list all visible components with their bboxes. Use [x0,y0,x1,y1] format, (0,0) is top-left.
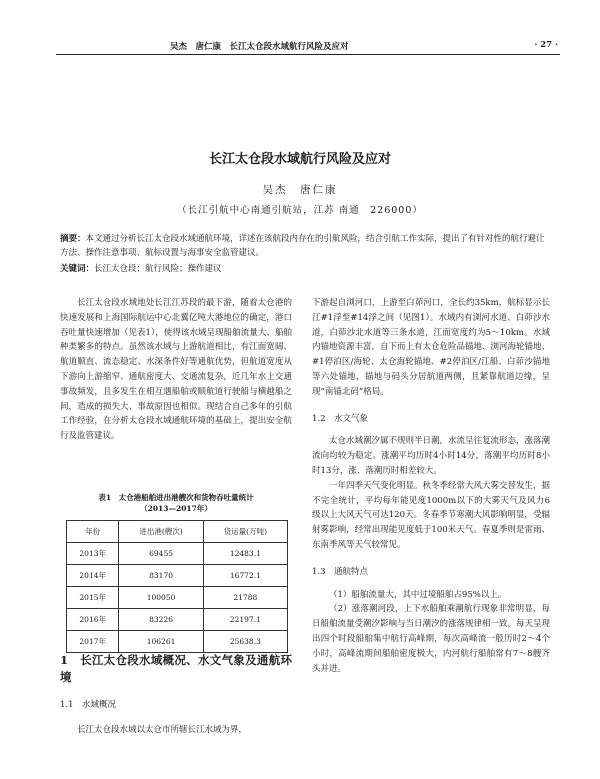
table-row [67,565,288,587]
table-cell: 69455 [119,543,203,565]
page-number: · 27 · [534,40,558,50]
left-column-intro [60,296,292,444]
table-cell: 12483.1 [203,543,287,565]
continued-paragraph: 下游起自浏河口，上游至白茆河口，全长约35km，航标显示长江#1浮至#14浮之间（见图1）。水域内有浏河水道、白茆沙水道，白茆沙北水道等三条水道，江面宽度约为5～10km。水域内锚地资源丰富，自下而上有太仓危险品锚地、浏河海轮锚地、#1停泊区/海轮、太仓海轮锚地、#2停泊区/江船、白茆沙锚地等六处锚地，锚地与码头分居航道两侧，且紧靠航道边缘，呈现“南锚北码”格局。 [312,298,551,397]
section1-heading: 1 长江太仓段水域概况、水文气象及通航环境 [60,653,292,684]
keywords [60,262,548,276]
article-authors: 吴杰 唐仁康 [262,184,338,196]
article-title: 长江太仓段水域航行风险及应对 [208,152,391,167]
section11-heading: 1.1 水域概况 [60,700,117,710]
section13-item2: （2）涨落潮河段，上下水船舶乘潮航行现象非常明显，每日船舶流量受潮汐影响与当日潮汐的涨落规律相一致，每天呈现出四个时段船舶集中航行高峰期，每次高峰流一般历时2～4个小时，高峰流期间船舶密度极大，内河航行船舶常有7～8艘齐头并进。 [312,604,551,674]
section13-heading: 1.3 通航特点 [312,566,369,577]
table-cell: 2017年 [67,631,119,653]
section12-paragraph2: 一年四季天气变化明显。秋冬季经常大风大雾交替发生，据不完全统计，平均每年能见度1000m以下的大雾天气及风力6级以上大风天气可达120天。冬春季节寒潮大风影响明显，受辐射雾影响，经常出现能见度低于100米天气。春夏季则是雷雨、东南季风等天气较常见。 [312,480,551,550]
table-cell: 2016年 [67,609,119,631]
table-cell: 2013年 [67,543,119,565]
table-cell: 2014年 [67,565,119,587]
table-caption-line1: 表1 太仓港船舶进出港艘次和货物吞吐量统计 [98,493,254,502]
table-row [67,587,288,609]
table-header-year: 年份 [67,521,119,543]
table-cell: 21788 [203,587,287,609]
table-header-ship-calls: 进出港(艘次) [119,521,203,543]
port-statistics-table [66,520,288,653]
table-cell: 2015年 [67,587,119,609]
table-cell: 106261 [119,631,203,653]
table-header-cargo: 货运量(万吨) [203,521,287,543]
table-cell: 83226 [119,609,203,631]
table-row [67,543,288,565]
table-header-row [67,521,288,543]
table-caption [60,492,292,514]
abstract-label: 摘要： [60,234,86,244]
article-affiliation: （长江引航中心南通引航站，江苏 南通 226000） [177,205,423,216]
table-caption-line2: （2013—2017年） [140,504,212,513]
intro-paragraph: 长江太仓段水域地处长江江苏段的最下游，随着太仓港的快速发展和上海国际航运中心北翼亿吨大港地位的确定，港口吞吐量快速增加（见表1），使得该水域呈现船舶流量大、船舶种类繁多的特点。虽然该水域与上游航道相比，有江面宽阔、航道顺直、流态稳定、水深条件好等通航优势，但航道宽度从下游向上游缩窄、通航密度大、交通流复杂，近几年水上交通事故频发，且多发生在相互遇船舶或顺航道行驶船与横越船之间，造成的损失大、事故原因也相似。现结合自己多年的引航工作经验，在分析太仓段水域通航环境的基础上，提出安全航行及监管建议。 [60,298,292,442]
abstract-text: 本文通过分析长江太仓段水域通航环境，详述在该航段内存在的引航风险，结合引航工作实际，提出了有针对性的航行避让方法、操作注意事项、航标设置与海事安全监管建议。 [60,234,545,258]
section13-item1: （1）船舶流量大，其中过境船舶占95%以上。 [329,589,507,600]
header-rule [56,54,560,55]
right-column [312,296,550,676]
keywords-text: 长江太仓段；航行风险；操作建议 [94,264,222,274]
left-column-sections [60,652,292,738]
section12-paragraph1: 太仓水域潮汐属不规则半日潮，水流呈往复流形态，涨落潮流向均较为稳定。涨潮平均历时4小时14分，落潮平均历时8小时13分，涨、落潮历时相差较大。 [312,436,551,476]
table-cell: 22197.1 [203,609,287,631]
keywords-label: 关键词： [60,264,95,274]
table-cell: 25638.3 [203,631,287,653]
table-cell: 83170 [119,565,203,587]
running-head: 吴杰 唐仁康 长江太仓段水域航行风险及应对 [170,42,349,52]
section11-text: 长江太仓段水域以太仓市所辖长江水域为界， [77,724,248,735]
abstract [60,232,548,260]
table-cell: 16772.1 [203,565,287,587]
table-row [67,631,288,653]
table-cell: 100050 [119,587,203,609]
table-row [67,609,288,631]
section12-heading: 1.2 水文气象 [312,413,369,424]
